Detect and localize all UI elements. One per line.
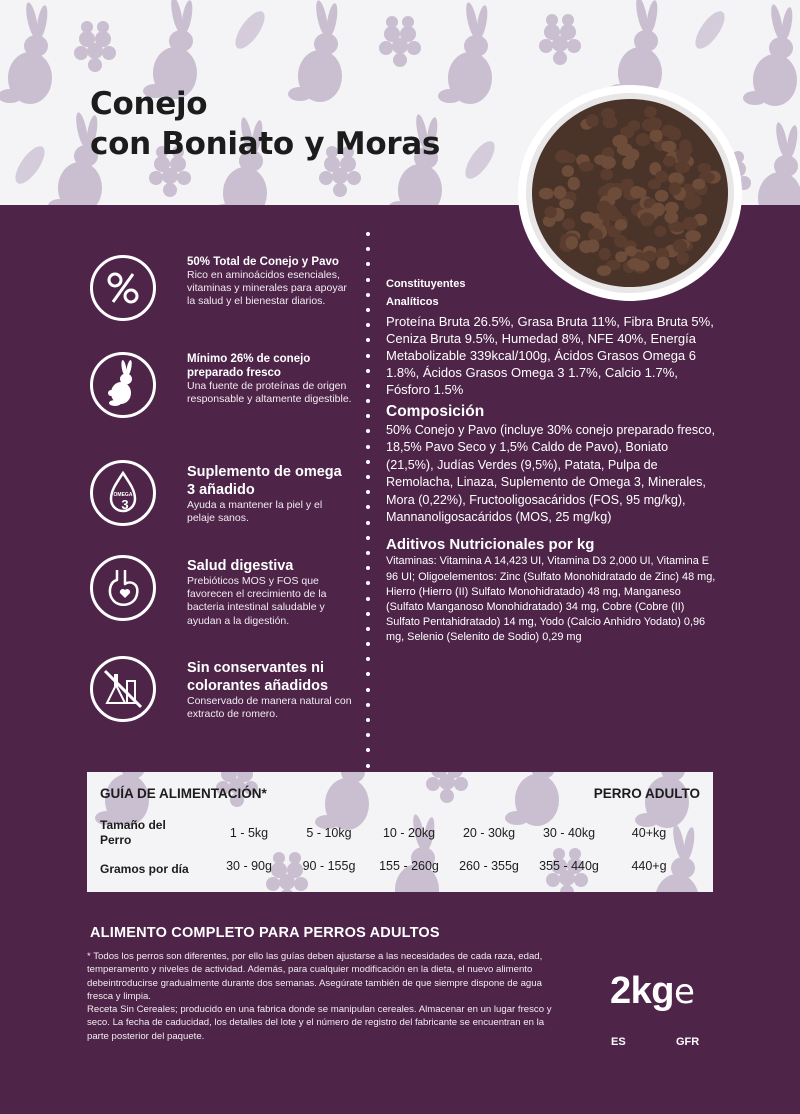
kibble-piece [675, 162, 690, 174]
kibble-piece [555, 150, 571, 164]
kibble-piece [568, 177, 580, 191]
guide-size-cell: 1 - 5kg [229, 826, 269, 840]
kibble-piece [673, 239, 687, 253]
kibble-piece [684, 198, 698, 210]
feature-body: Una fuente de proteínas de origen responsable y altamente digestible. [187, 380, 352, 406]
analysis-text: Proteína Bruta 26.5%, Grasa Bruta 11%, Fibra Bruta 5%, Ceniza Bruta 9.5%, Humedad 8%, NFE 40%, Energía Metabolizable 339kcal/100g, Ácidos Grasos Omega 6 1.8%, Ácidos Grasos Omega 3 1.7%, Calcio 1.7%, Fósforo 1.5% [386, 314, 714, 397]
feature-omega3 [90, 460, 350, 570]
kibble-piece [586, 114, 599, 127]
feature-body: Conservado de manera natural con extracto de romero. [187, 695, 352, 721]
stomach-heart-icon [90, 555, 156, 621]
kibble-bowl-image [510, 75, 750, 305]
kibble-piece [562, 165, 574, 177]
kibble-piece [669, 182, 681, 195]
guide-size-cell: 5 - 10kg [306, 826, 352, 840]
kibble-piece [655, 171, 668, 183]
kibble-piece [554, 186, 567, 200]
footer-title: ALIMENTO COMPLETO PARA PERROS ADULTOS [90, 925, 440, 941]
guide-subtitle: PERRO ADULTO [593, 786, 700, 801]
product-code: GFR [676, 1036, 700, 1048]
guide-grams-cell: 440+g [631, 859, 667, 873]
guide-row-label-size: Tamaño del Perro [100, 818, 166, 847]
composition-heading: Composición [386, 403, 485, 420]
omega-number: 3 [121, 497, 129, 512]
percent-icon [90, 255, 156, 321]
kibble-piece [627, 258, 642, 270]
feature-title: Sin conservantes ni colorantes añadidos [187, 660, 329, 694]
kibble-piece [603, 116, 618, 129]
guide-grams-cell: 30 - 90g [226, 859, 272, 873]
guide-grams-cell: 155 - 260g [379, 859, 439, 873]
feature-body: Prebióticos MOS y FOS que favorecen el crecimiento de la bacteria intestinal saludable y ayudan a la digestión. [187, 575, 327, 627]
guide-size-cell: 10 - 20kg [382, 826, 436, 840]
net-weight [610, 970, 694, 1013]
kibble-piece [656, 257, 669, 270]
kibble-piece [559, 199, 574, 209]
kibble-piece [588, 228, 603, 241]
feature-title: 50% Total de Conejo y Pavo [187, 256, 339, 268]
feature-body: Ayuda a mantener la piel y el pelaje sanos. [187, 499, 323, 525]
kibble-piece [655, 190, 668, 202]
kibble-piece [698, 163, 712, 173]
footer-note-storage: Receta Sin Cereales; producido en una fabrica donde se manipulan cereales. Almacenar en un lugar fresco y seco. La fecha de caducidad, los detalles del lote y el número de registro del fabricante se encuentran en la parte posterior del paquete. [87, 1004, 552, 1042]
kibble-piece [685, 230, 701, 242]
kibble-piece [677, 252, 689, 265]
kibble-piece [599, 248, 611, 261]
kibble-piece [600, 169, 613, 181]
kibble-piece [544, 206, 556, 218]
feature-title: Salud digestiva [187, 558, 294, 574]
kibble-piece [650, 129, 663, 142]
feature-title: Mínimo 26% de conejo preparado fresco [187, 353, 311, 379]
additives-heading: Aditivos Nutricionales por kg [386, 536, 595, 554]
feature-fresh-rabbit [90, 352, 350, 462]
kibble-piece [608, 187, 622, 200]
kibble-piece [615, 219, 628, 230]
kibble-piece [663, 156, 676, 167]
kibble-piece [579, 161, 594, 171]
title-line-2: con Boniato y Moras [90, 126, 441, 162]
kibble-piece [597, 201, 611, 214]
no-preservatives-icon [90, 656, 156, 722]
omega-label: OMEGA [113, 492, 133, 498]
kibble-piece [539, 188, 554, 200]
footer-notes [87, 950, 567, 1043]
kibble-piece [630, 186, 642, 199]
nutrition-info [386, 275, 716, 646]
kibble-piece [644, 251, 656, 262]
feature-no-preservatives [90, 656, 350, 766]
kibble-piece [661, 141, 676, 153]
analysis-heading: Constituyentes [386, 278, 466, 290]
feature-body: Rico en aminoácidos esenciales, vitaminas y minerales para apoyar la salud y el bienestar diarios. [187, 269, 347, 308]
estimated-sign-icon: e [673, 972, 695, 1012]
rabbit-icon [90, 352, 156, 418]
kibble-piece [644, 106, 656, 118]
kibble-piece [640, 213, 655, 226]
feature-protein [90, 255, 350, 365]
kibble-piece [670, 222, 685, 232]
kibble-piece [601, 156, 616, 169]
kibble-piece [647, 117, 662, 130]
kibble-piece [683, 217, 698, 231]
footer-note-feeding: * Todos los perros son diferentes, por ello las guías deben ajustarse a las necesidades de cada raza, edad, temperamento y niveles de actividad. Además, para cualquier modificación en la dieta, el nuevo alimento debeintroducirse gradualmente durante dos semanas. Asegúrate también de que siempre dispone de agua fresca y limpia. [87, 951, 543, 1002]
kibble-piece [620, 182, 632, 193]
kibble-piece [562, 218, 575, 230]
kibble-piece [617, 143, 633, 156]
composition-text: 50% Conejo y Pavo (incluye 30% conejo preparado fresco, 18,5% Pavo Seco y 1,5% Caldo de Pavo), Boniato (21,5%), Judías Verdes (9,5%), Patata, Pulpa de Remolacha, Linaza, Suplemento de Omega 3, Minerales, Mora (0,22%), Fructooligosacáridos (FOS, 95 mg/kg), Mannanoligosacáridos (MOS, 25 mg/kg) [386, 423, 716, 525]
guide-size-cell: 20 - 30kg [462, 826, 516, 840]
kibble-piece [692, 179, 705, 190]
kibble-piece [586, 239, 599, 252]
guide-grams-cell: 260 - 355g [459, 859, 519, 873]
kibble-piece [661, 125, 676, 137]
analysis-heading-2: Analíticos [386, 296, 439, 308]
guide-grams-cell: 355 - 440g [539, 859, 599, 873]
kibble-piece [636, 133, 651, 146]
kibble-piece [665, 202, 679, 214]
kibble-piece [566, 236, 579, 249]
kibble-piece [615, 251, 627, 262]
guide-size-cell: 40+kg [631, 826, 667, 840]
feature-title: Suplemento de omega 3 añadido [187, 464, 342, 498]
guide-title: GUÍA DE ALIMENTACIÓN* [100, 786, 267, 801]
product-title [90, 84, 440, 164]
feeding-guide-table [87, 772, 713, 892]
language-code: ES [611, 1036, 626, 1048]
feature-digestive [90, 555, 350, 665]
guide-row-label-grams: Gramos por día [100, 862, 189, 876]
kibble-piece [654, 226, 666, 237]
guide-grams-cell: 90 - 155g [302, 859, 356, 873]
kibble-piece [676, 150, 690, 163]
additives-text: Vitaminas: Vitamina A 14,423 UI, Vitamina D3 2,000 UI, Vitamina E 96 UI; Oligoelementos: Zinc (Sulfato Monohidratado de Zinc) 48 mg, Hierro (Hierro (II) Sulfato Monohidratado) 48 mg, Manganeso (Sulfato Manganoso Monohidratado) 34 mg, Cobre (Cobre (II) Sulfato Pentahidratado) 14 mg, Yodo (Calcio Anhidro Yodato) 0,96 mg, Selenio (Selenito de Sodio) 0,29 mg [386, 555, 716, 644]
weight-value: 2kg [610, 970, 674, 1012]
title-line-1: Conejo [90, 86, 208, 122]
guide-size-cell: 30 - 40kg [542, 826, 596, 840]
omega3-drop-icon [90, 460, 156, 526]
dotted-divider [366, 232, 372, 692]
